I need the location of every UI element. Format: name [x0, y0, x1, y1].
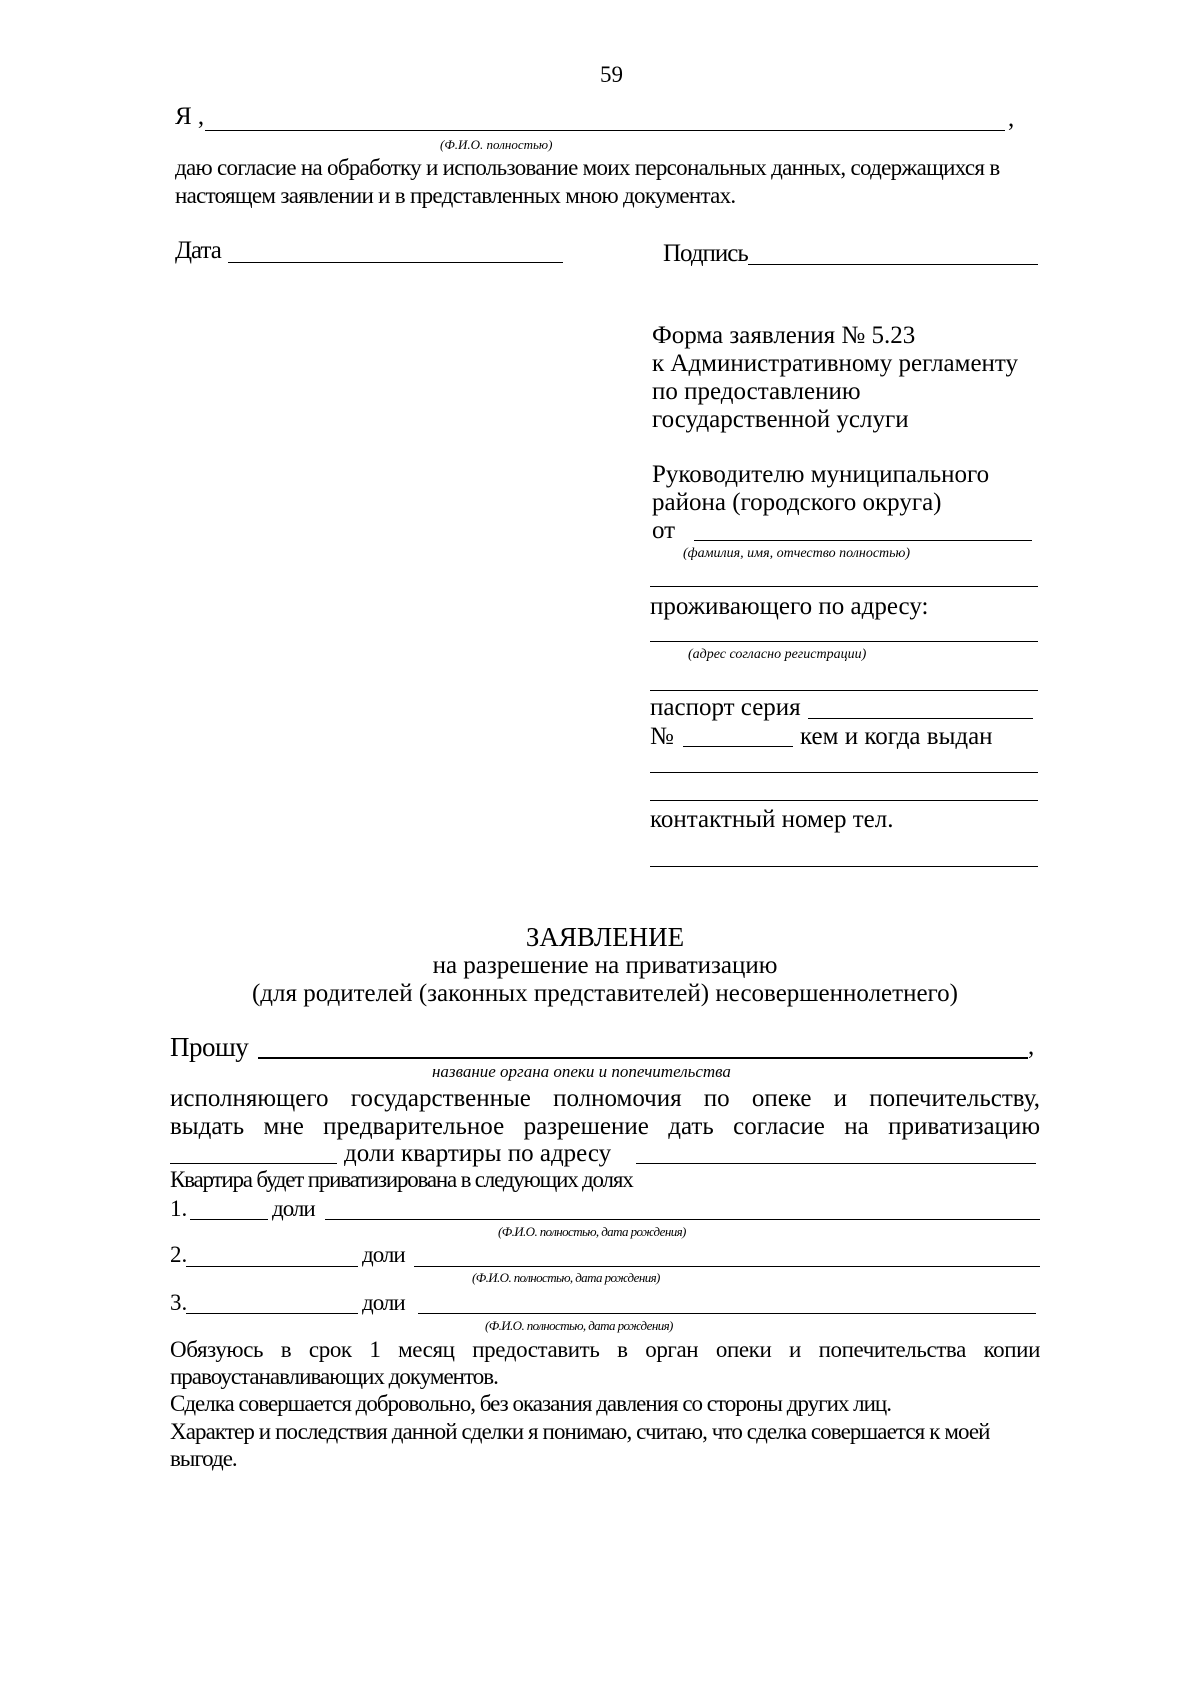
form-service: государственной услуги	[652, 406, 909, 433]
obligation-line1: Обязуюсь в срок 1 месяц предоставить в орган опеки и попечительства копии	[170, 1337, 1040, 1362]
share3-hint: (Ф.И.О. полностью, дата рождения)	[485, 1318, 673, 1333]
share1-person-line[interactable]	[325, 1219, 1040, 1220]
body-line2: выдать мне предварительное разрешение дать согласие на приватизацию	[170, 1113, 1040, 1140]
share1-fraction-line[interactable]	[190, 1219, 268, 1220]
share3-number: 3.	[170, 1290, 188, 1315]
share2-fraction-line[interactable]	[186, 1266, 358, 1267]
body-line1: исполняющего государственные полномочия по опеке и попечительству,	[170, 1085, 1040, 1112]
understand-line1: Характер и последствия данной сделки я понимаю, считаю, что сделка совершается к моей	[170, 1419, 990, 1444]
fio-fill-line[interactable]	[205, 130, 1005, 131]
form-provision: по предоставлению	[652, 378, 861, 405]
page-number: 59	[600, 62, 623, 87]
share3-person-line[interactable]	[418, 1313, 1036, 1314]
share-fraction-line[interactable]	[170, 1163, 337, 1164]
share2-label: доли	[362, 1242, 405, 1267]
apartment-address-line[interactable]	[636, 1163, 1036, 1164]
phone-label: контактный номер тел.	[650, 806, 894, 833]
signature-fill-line[interactable]	[748, 264, 1038, 265]
form-number: Форма заявления № 5.23	[652, 322, 916, 349]
fio-hint: (Ф.И.О. полностью)	[440, 137, 553, 152]
organ-hint: название органа опеки и попечительства	[432, 1062, 731, 1081]
organ-name-line[interactable]	[258, 1057, 1028, 1059]
share1-number: 1.	[170, 1196, 188, 1221]
document-subtitle1: на разрешение на приватизацию	[432, 952, 778, 979]
understand-line2: выгоде.	[170, 1446, 237, 1471]
consent-comma: ,	[1008, 105, 1015, 132]
document-subtitle2: (для родителей (законных представителей) несовершеннолетнего)	[251, 980, 959, 1007]
address-hint: (адрес согласно регистрации)	[688, 647, 867, 662]
issued-line1[interactable]	[650, 772, 1038, 773]
share1-hint: (Ф.И.О. полностью, дата рождения)	[498, 1224, 686, 1239]
voluntary-statement: Сделка совершается добровольно, без оказания давления со стороны других лиц.	[170, 1391, 891, 1416]
signature-label: Подпись	[663, 240, 748, 267]
consent-text-line1: даю согласие на обработку и использование моих персональных данных, содержащихся в	[175, 155, 1000, 180]
address-line2[interactable]	[650, 690, 1038, 691]
prosh-label: Прошу	[170, 1032, 249, 1062]
share2-hint: (Ф.И.О. полностью, дата рождения)	[472, 1270, 660, 1285]
share2-number: 2.	[170, 1242, 188, 1267]
passport-number-label: №	[650, 723, 674, 750]
passport-series-label: паспорт серия	[650, 694, 801, 721]
addressee-line2: района (городского округа)	[652, 489, 942, 516]
from-label: от	[652, 517, 676, 544]
applicant-name-hint: (фамилия, имя, отчество полностью)	[683, 546, 911, 561]
form-regulation: к Административному регламенту	[652, 350, 1019, 377]
shares-intro: Квартира будет приватизирована в следующих долях	[170, 1167, 633, 1192]
consent-text-line2: настоящем заявлении и в представленных мною документах.	[175, 183, 736, 208]
addressee-line1: Руководителю муниципального	[652, 461, 990, 488]
applicant-name-line[interactable]	[694, 540, 1032, 541]
share3-label: доли	[362, 1290, 405, 1315]
date-label: Дата	[175, 237, 221, 264]
phone-line[interactable]	[650, 866, 1038, 867]
address-line1[interactable]	[650, 641, 1038, 642]
share1-label: доли	[272, 1196, 315, 1221]
share-label: доли квартиры по адресу	[344, 1140, 612, 1167]
issued-line2[interactable]	[650, 800, 1038, 801]
organ-comma: ,	[1028, 1033, 1035, 1060]
passport-number-line[interactable]	[683, 746, 793, 747]
issued-label: кем и когда выдан	[800, 723, 993, 750]
date-fill-line[interactable]	[228, 262, 563, 263]
applicant-name-line2[interactable]	[650, 586, 1038, 587]
passport-series-line[interactable]	[808, 718, 1033, 719]
address-label: проживающего по адресу:	[650, 593, 929, 620]
obligation-line2: правоустанавливающих документов.	[170, 1364, 498, 1389]
document-title: ЗАЯВЛЕНИЕ	[525, 922, 685, 952]
share3-fraction-line[interactable]	[186, 1313, 358, 1314]
consent-ya-label: Я ,	[175, 103, 205, 130]
share2-person-line[interactable]	[414, 1266, 1040, 1267]
